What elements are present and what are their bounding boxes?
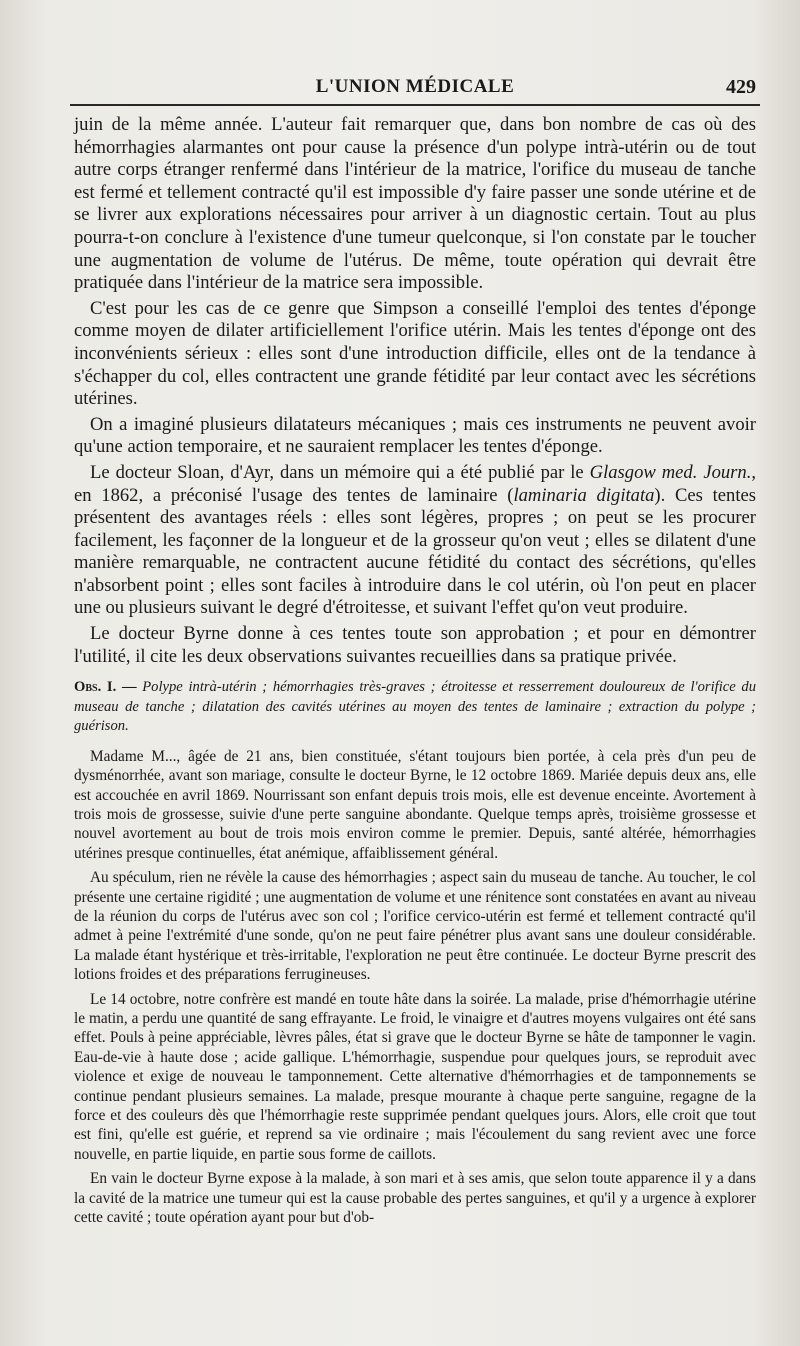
case-paragraph-1: Madame M..., âgée de 21 ans, bien constituée, s'étant toujours bien portée, à cela près d'un peu de dysménorrhée, avant son mariage, consulte le docteur Byrne, le 12 octobre 1869. Mariée depuis deux ans, elle est accouchée en avril 1869. Nourrissant son enfant depuis trois mois, elle est devenue enceinte. Avortement à trois mois de grossesse, suivie d'une perte sanguine abondante. Quelque temps après, troisième grossesse et nouvel avortement au bout de trois mois environ comme le premier. Depuis, santé altérée, hémorrhagies utérines presque continuelles, état anémique, affaiblissement général. [74,747,756,862]
observation-label: Obs. I. — [74,679,137,696]
page-number: 429 [726,76,756,98]
case-paragraph-4: En vain le docteur Byrne expose à la malade, à son mari et à ses amis, que selon toute apparence il y a dans la cavité de la matrice une tumeur qui est la cause probable des pertes sanguines, et qu'il y a urgence à explorer cette cavité ; toute opération ayant pour but d'ob- [74,1170,756,1227]
journal-title: Glasgow med. Journ. [589,461,752,483]
case-paragraph-3: Le 14 octobre, notre confrère est mandé en toute hâte dans la soirée. La malade, prise d'hémorrhagie utérine le matin, a perdu une quantité de sang effrayante. Le froid, le vinaigre et d'autres moyens vulgaires ont été sans effet. Pouls à peine appréciable, lèvres pâles, état si grave que le docteur Byrne se hâte de tamponner le vagin. Eau-de-vie à haute dose ; acide gallique. L'hémorrhagie, suspendue pour quelques jours, se reproduit avec violence et exige de nouveau le tamponnement. Cette alternative d'hémorrhagies et de tamponnements se continue pendant plusieurs semaines. La malade, presque mourante à chaque perte sanguine, regagne de la force et des couleurs dès que l'hémorrhagie reste supprimée pendant quelques jours. Alors, elle croit que tout est fini, qu'elle est guérie, et reprend sa vie ordinaire ; mais l'écoulement du sang revient avec une force nouvelle, en partie liquide, en partie sous forme de caillots. [74,990,756,1163]
paragraph-sloan [74,462,756,620]
observation-title: Polype intrà-utérin ; hémorrhagies très-graves ; étroitesse et resserrement douloureux de l'orifice du museau de tanche ; dilatation des cavités utérines au moyen des tentes de laminaire ; extraction du polype ; guérison. [74,679,756,735]
case-paragraph-2: Au spéculum, rien ne révèle la cause des hémorrhagies ; aspect sain du museau de tanche. Au toucher, le col présente une certaine rigidité ; une augmentation de volume et une rénitence sont constatées en avant au niveau de la réunion du corps de l'utérus avec son col ; l'orifice cervico-utérin est fermé et tellement contracté qu'il admet à peine l'extrémité d'une sonde, qu'on ne peut faire pénétrer plus avant sans une douleur considérable. La malade étant hystérique et très-irritable, l'exploration ne peut être continuée. Le docteur Byrne prescrit des lotions froides et des préparations ferrugineuses. [74,869,756,984]
paragraph-3: On a imaginé plusieurs dilatateurs mécaniques ; mais ces instruments ne peuvent avoir qu'une action temporaire, et ne sauraient remplacer les tentes d'éponge. [74,413,756,458]
header-rule [70,104,760,106]
article-body [74,114,756,1233]
running-title: L'UNION MÉDICALE [315,76,515,97]
latin-name: laminaria digitata [513,484,655,506]
paragraph-byrne: Le docteur Byrne donne à ces tentes toute son approbation ; et pour en démontrer l'utilité, il cite les deux observations suivantes recueillies dans sa pratique privée. [74,623,756,667]
paragraph-2: C'est pour les cas de ce genre que Simpson a conseillé l'emploi des tentes d'éponge comme moyen de dilater artificiellement l'orifice utérin. Mais les tentes d'éponge ont des inconvénients sérieux : elles sont d'une introduction difficile, elles ont de la tendance à s'échapper du col, elles contractent une grande fétidité par leur contact avec les sécrétions utérines. [74,297,756,410]
paragraph-1: juin de la même année. L'auteur fait remarquer que, dans bon nombre de cas où des hémorrhagies alarmantes ont pour cause la présence d'un polype intrà-utérin ou de tout autre corps étranger renfermé dans l'intérieur de la matrice, l'orifice du museau de tanche est fermé et tellement contracté qu'il est impossible d'y faire passer une sonde utérine et de se livrer aux explorations nécessaires pour arriver à un diagnostic certain. Tout au plus pourra-t-on conclure à l'existence d'une tumeur quelconque, si l'on constate par le toucher une augmentation de volume de l'utérus. De même, toute opération qui devrait être pratiquée dans l'intérieur de la matrice sera impossible. [74,114,756,294]
sloan-text-1: Le docteur Sloan, d'Ayr, dans un mémoire qui a été publié par le [90,461,590,483]
observation-heading [74,678,756,737]
sloan-text-3: ). Ces tentes présentent des avantages réels : elles sont légères, propres ; on peut se les procurer facilement, les façonner de la longueur et de la grosseur qu'on veut ; elles se dilatent d'une manière remarquable, ne contractent aucune fétidité du contact des sécrétions, qu'elles n'absorbent point ; elles sont faciles à introduire dans le col utérin, où l'on peut en placer une ou plusieurs suivant le degré d'étroitesse, et suivant l'effet qu'on veut produire. [74,484,756,619]
sloan-text-2: , en 1862, a préconisé l'usage des tentes de laminaire ( [74,461,757,506]
page-header [70,74,760,104]
